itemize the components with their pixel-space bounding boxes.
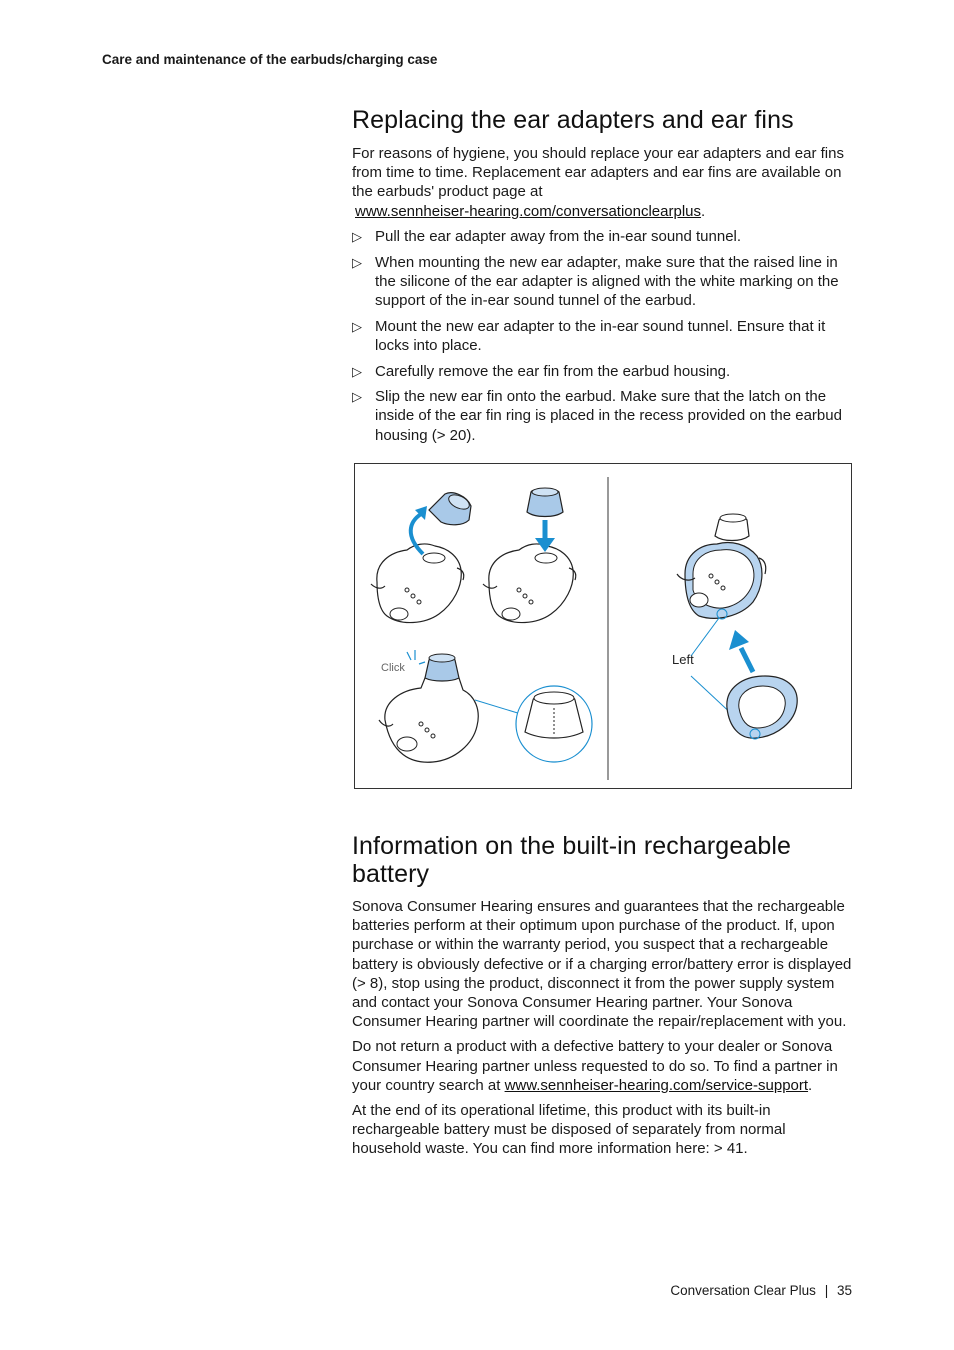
bullet-triangle-icon: ▷ xyxy=(352,228,362,244)
ear-fin-ring xyxy=(727,676,797,739)
page-footer xyxy=(670,1283,852,1298)
service-support-link[interactable]: www.sennheiser-hearing.com/service-support xyxy=(504,1076,809,1094)
ear-adapter-new xyxy=(527,488,563,517)
footer-separator: | xyxy=(824,1283,829,1298)
section-replacing xyxy=(352,106,854,451)
battery-paragraph-3: At the end of its operational lifetime, this product with its built-in rechargeable battery must be disposed of separately from normal household waste. You can find more information here: > 41. xyxy=(352,1102,786,1158)
battery-paragraph-2-end: . xyxy=(808,1076,813,1094)
bullet-triangle-icon: ▷ xyxy=(352,318,362,334)
earbud-with-fin xyxy=(677,514,766,619)
intro-text: For reasons of hygiene, you should replace your ear adapters and ear fins from time to time. Replacement ear adapters and ear fins are available on the earbuds' product page at xyxy=(352,145,844,201)
left-connector-top xyxy=(691,618,719,656)
list-item xyxy=(352,387,854,445)
click-mark-icon xyxy=(407,650,425,664)
earbud-remove-adapter xyxy=(371,544,464,623)
left-label: Left xyxy=(672,652,694,667)
earbud-illustration xyxy=(355,464,851,788)
intro-paragraph xyxy=(352,144,854,221)
page-number: 35 xyxy=(836,1283,852,1298)
list-item xyxy=(352,362,854,381)
list-item xyxy=(352,227,854,246)
step-text: Pull the ear adapter away from the in-ear sound tunnel. xyxy=(375,227,742,245)
bullet-triangle-icon: ▷ xyxy=(352,254,362,270)
bullet-triangle-icon: ▷ xyxy=(352,389,362,405)
step-text: Carefully remove the ear fin from the earbud housing. xyxy=(375,362,731,380)
step-text: Mount the new ear adapter to the in-ear sound tunnel. Ensure that it locks into place. xyxy=(375,317,826,354)
bullet-triangle-icon: ▷ xyxy=(352,363,362,379)
step-text: When mounting the new ear adapter, make sure that the raised line in the silicone of the ear adapter is aligned with the white marking on the support of the in-ear sound tunnel of the earbud. xyxy=(375,253,839,309)
intro-end: . xyxy=(701,202,706,220)
click-label: Click xyxy=(381,662,405,674)
section-title-battery: Information on the built-in rechargeable battery xyxy=(352,832,791,888)
battery-paragraph-1: Sonova Consumer Hearing ensures and guarantees that the rechargeable batteries perform at their optimum upon purchase of the product. If, upon purchase or within the warranty period, you suspect that a rechargeable battery is obviously defective or if a charging error/battery error is displayed (> 8), stop using the product, disconnect it from the power supply system and contact your Sonova Consumer Hearing partner. Your Sonova Consumer Hearing partner will coordinate the repair/replacement with you. xyxy=(352,898,852,1031)
fin-arrow-head xyxy=(729,630,749,650)
earbud-mount-adapter xyxy=(483,544,576,623)
zoom-adapter-detail xyxy=(525,692,583,738)
fin-arrow xyxy=(741,648,753,672)
step-text: Slip the new ear fin onto the earbud. Make sure that the latch on the inside of the ear fin ring is placed in the recess provided on the earbud housing (> 20). xyxy=(375,388,842,444)
list-item xyxy=(352,253,854,311)
battery-paragraph-2 xyxy=(352,1037,854,1095)
section-battery xyxy=(352,832,854,1159)
illustration-figure xyxy=(354,463,852,789)
running-header: Care and maintenance of the earbuds/charging case xyxy=(102,52,438,67)
list-item xyxy=(352,317,854,355)
steps-list xyxy=(352,227,854,445)
product-page-link[interactable]: www.sennheiser-hearing.com/conversationclearplus xyxy=(355,202,702,220)
section-title-replacing: Replacing the ear adapters and ear fins xyxy=(352,106,794,134)
zoom-connector xyxy=(475,700,521,714)
footer-product: Conversation Clear Plus xyxy=(670,1283,816,1298)
battery-paragraph-2-text: Do not return a product with a defective battery to your dealer or Sonova Consumer Hearing partner unless requested to do so. To find a partner in your country search at xyxy=(352,1038,838,1094)
ear-adapter-removed xyxy=(429,492,472,525)
